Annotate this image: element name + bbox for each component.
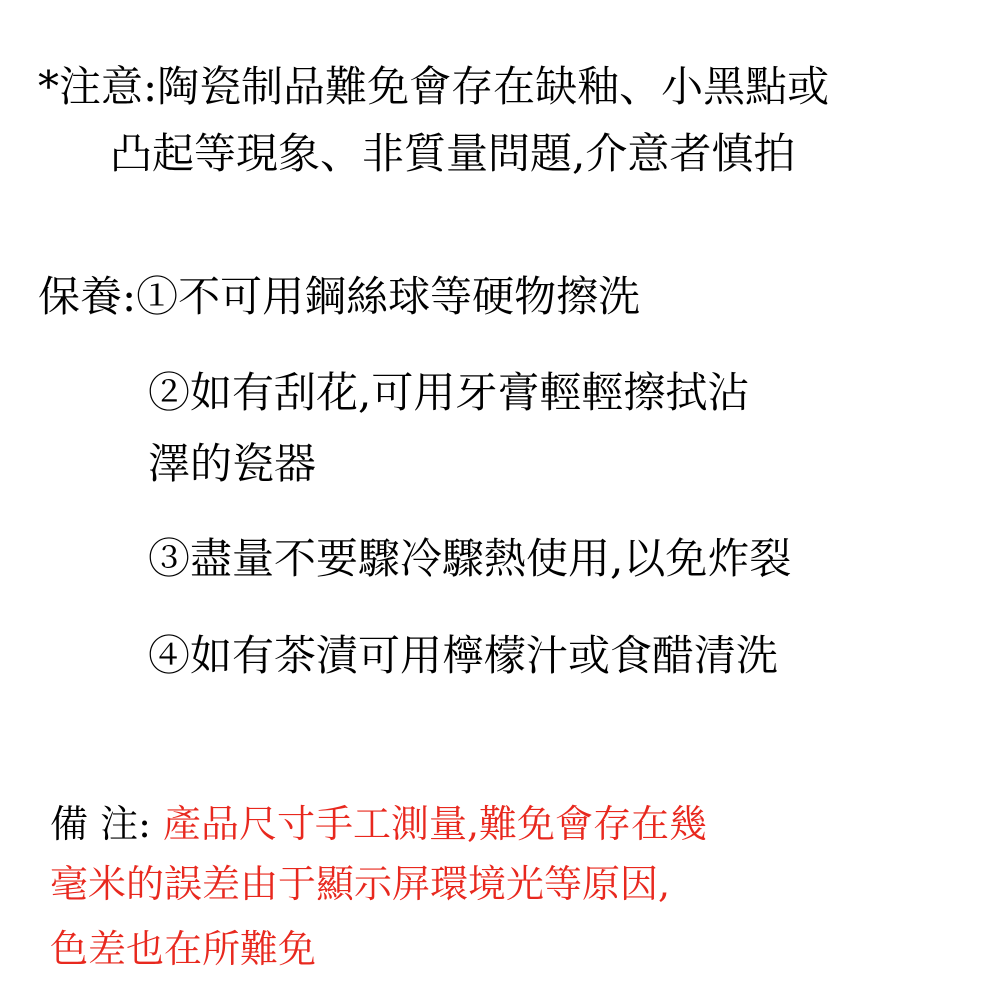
notice-line-2: 凸起等現象、非質量問題,介意者慎拍 <box>110 129 796 178</box>
care-line-4: ③盡量不要驟冷驟熱使用,以免炸裂 <box>148 534 792 583</box>
care-line-1: 保養:①不可用鋼絲球等硬物擦洗 <box>38 272 641 321</box>
care-line-3: 澤的瓷器 <box>148 439 317 488</box>
remark-text-1: 產品尺寸手工測量,難免會存在幾 <box>162 802 708 846</box>
remark-line-1 <box>50 802 708 846</box>
notice-line-1: *注意:陶瓷制品難免會存在缺釉、小黑點或 <box>38 62 830 111</box>
remark-line-3: 色差也在所難免 <box>50 927 317 971</box>
remark-line-2: 毫米的誤差由于顯示屏環境光等原因, <box>50 862 671 906</box>
care-line-2: ②如有刮花,可用牙膏輕輕擦拭沾 <box>148 368 750 417</box>
remark-label: 備 注: <box>50 802 163 846</box>
care-line-5: ④如有茶漬可用檸檬汁或食醋清洗 <box>148 631 779 680</box>
